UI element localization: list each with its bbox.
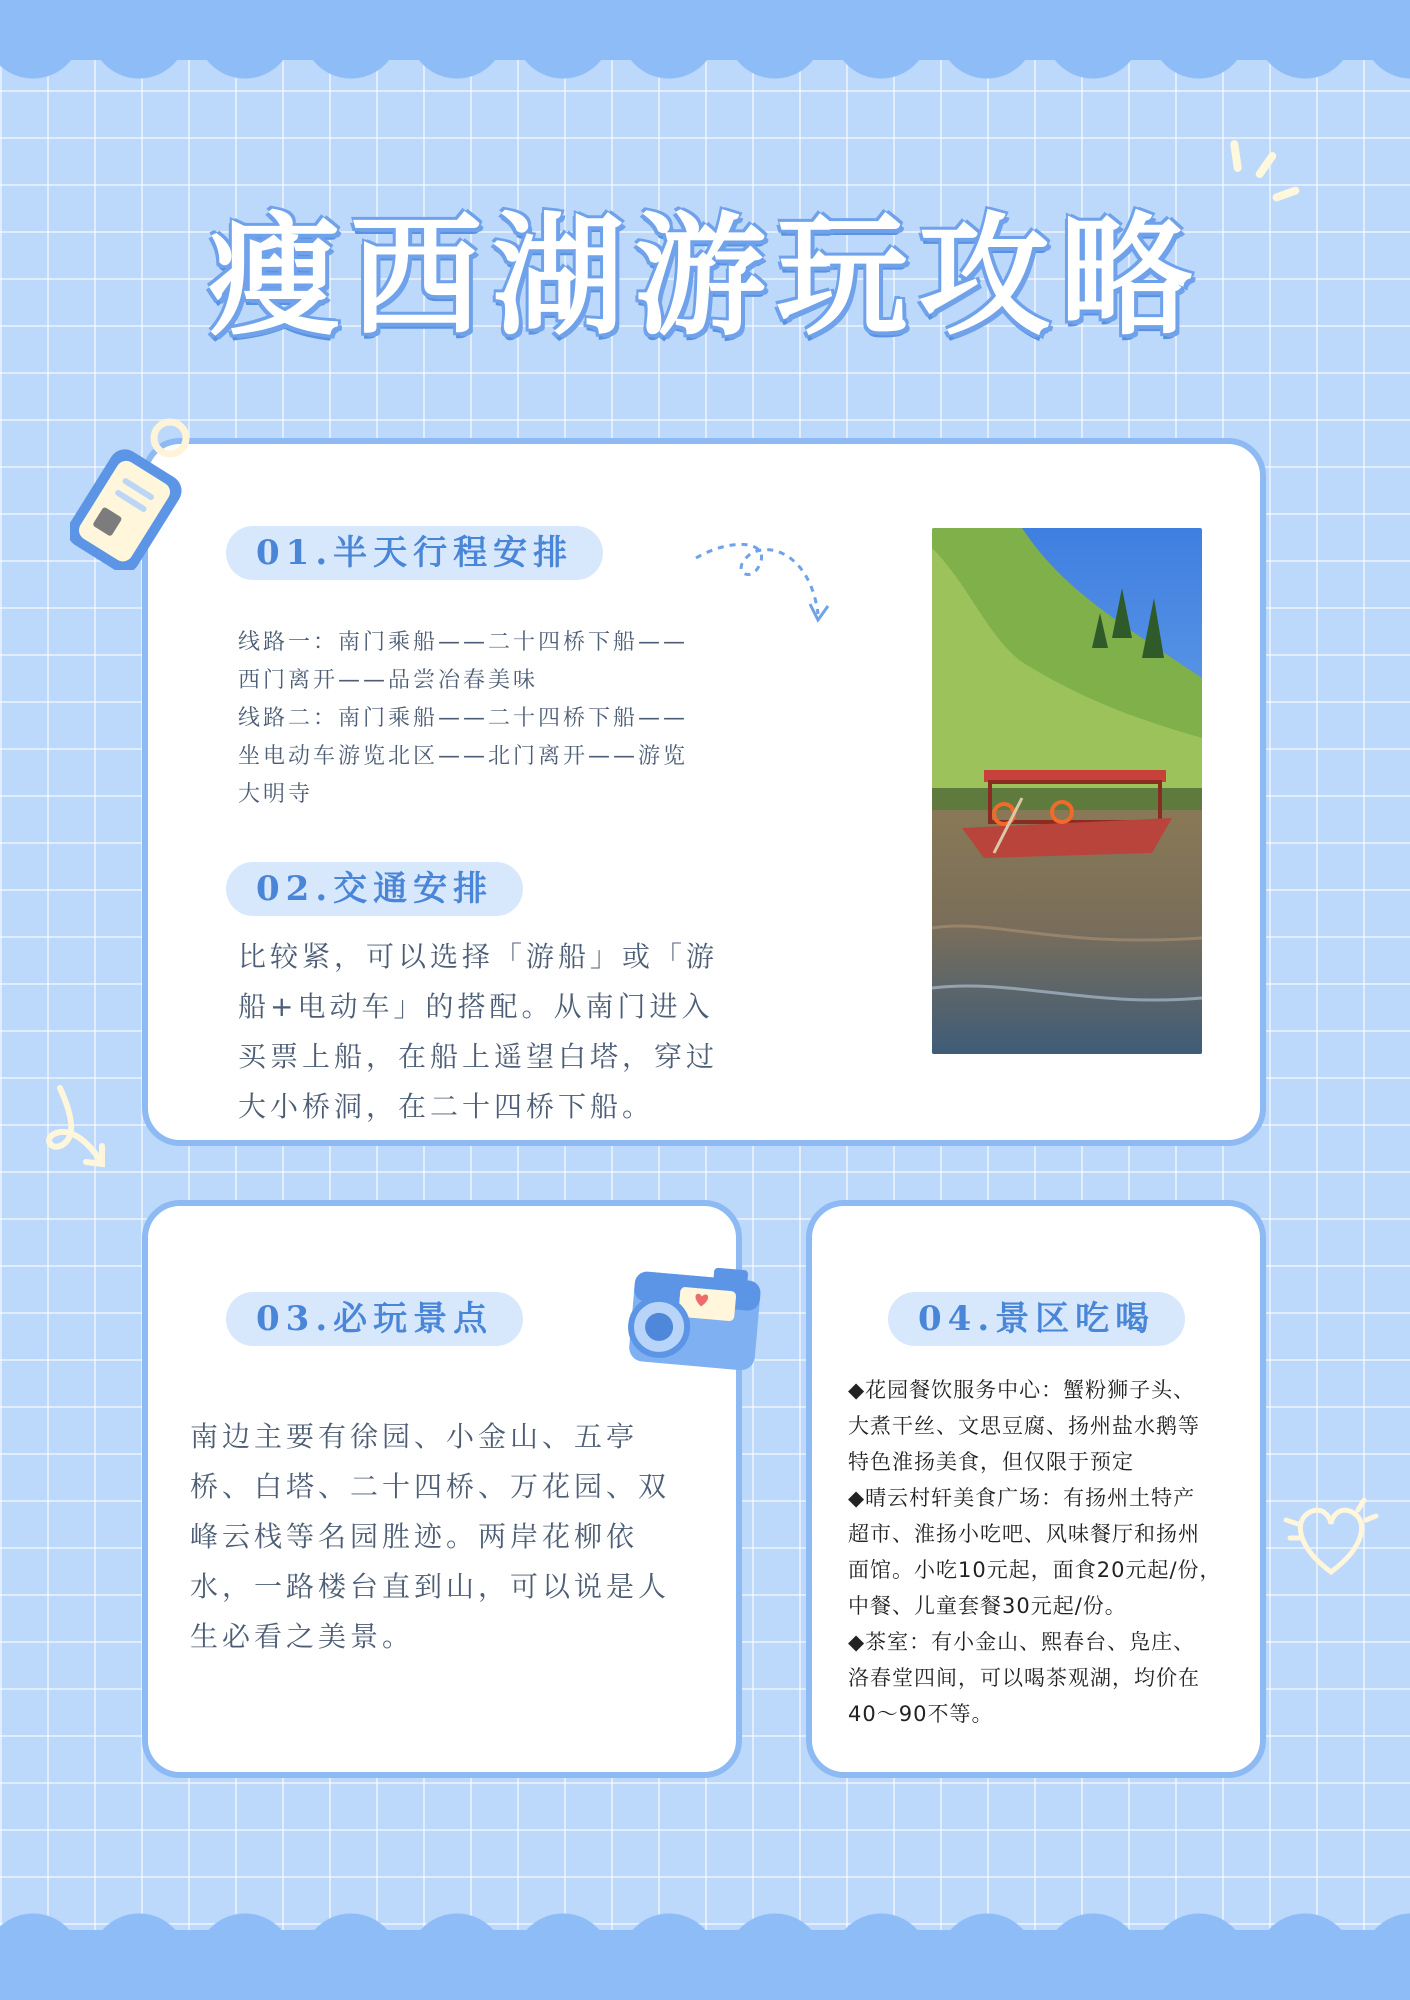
bottom-scallop-edge	[0, 1892, 1410, 1962]
food-line: 洛春堂四间，可以喝茶观湖，均价在	[848, 1666, 1200, 1690]
route-line: 线路一：南门乘船——二十四桥下船——	[238, 630, 689, 655]
route-line: 线路二：南门乘船——二十四桥下船——	[238, 706, 689, 731]
attraction-line: 水，一路楼台直到山，可以说是人	[190, 1570, 671, 1603]
route-line: 大明寺	[238, 782, 314, 807]
camera-icon	[620, 1258, 770, 1378]
page-title: 瘦西湖游玩攻略	[208, 199, 1202, 354]
heart-doodle-icon	[1276, 1480, 1386, 1590]
dashed-arrow-icon	[690, 534, 850, 644]
transport-line: 大小桥洞，在二十四桥下船。	[238, 1090, 655, 1123]
food-line: 40～90不等。	[848, 1702, 994, 1726]
top-scallop-edge	[0, 30, 1410, 110]
food-line: 中餐、儿童套餐30元起/份。	[848, 1594, 1127, 1618]
food-line: ◆晴云村轩美食广场：有扬州土特产	[848, 1486, 1196, 1510]
food-line: 特色淮扬美食，但仅限于预定	[848, 1450, 1134, 1474]
attraction-line: 峰云栈等名园胜迹。两岸花柳依	[190, 1520, 639, 1553]
transport-line: 比较紧，可以选择「游船」或「游	[238, 940, 719, 973]
section2-heading: 02.交通安排	[226, 862, 523, 916]
luggage-tag-icon	[70, 410, 200, 570]
food-line: ◆花园餐饮服务中心：蟹粉狮子头、	[848, 1378, 1196, 1402]
attraction-line: 南边主要有徐园、小金山、五亭	[190, 1420, 639, 1453]
food-line: 超市、淮扬小吃吧、风味餐厅和扬州	[848, 1522, 1200, 1546]
attraction-line: 生必看之美景。	[190, 1620, 415, 1653]
boat-photo	[932, 528, 1202, 1054]
food-line: ◆茶室：有小金山、熙春台、凫庄、	[848, 1630, 1196, 1654]
attraction-line: 桥、白塔、二十四桥、万花园、双	[190, 1470, 671, 1503]
section1-heading: 01.半天行程安排	[226, 526, 603, 580]
section3-heading: 03.必玩景点	[226, 1292, 523, 1346]
section4-heading: 04.景区吃喝	[888, 1292, 1185, 1346]
swirl-arrow-icon	[36, 1080, 126, 1180]
food-line: 大煮干丝、文思豆腐、扬州盐水鹅等	[848, 1414, 1200, 1438]
route-line: 西门离开——品尝冶春美味	[238, 668, 539, 693]
transport-line: 买票上船，在船上遥望白塔，穿过	[238, 1040, 719, 1073]
route-line: 坐电动车游览北区——北门离开——游览	[238, 744, 689, 769]
food-line: 面馆。小吃10元起，面食20元起/份，	[848, 1558, 1222, 1582]
transport-line: 船+电动车」的搭配。从南门进入	[238, 990, 714, 1023]
